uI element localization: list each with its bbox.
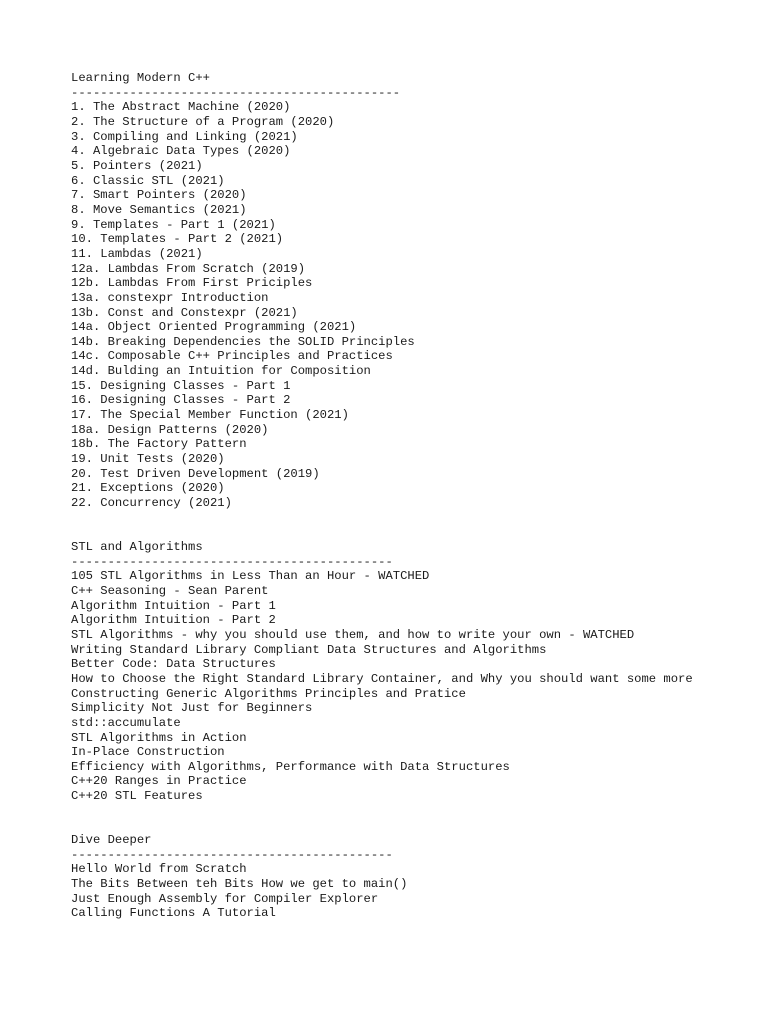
- list-item: 15. Designing Classes - Part 1: [71, 378, 291, 393]
- section-title: STL and Algorithms: [71, 539, 203, 554]
- list-item: Efficiency with Algorithms, Performance with Data Structures: [71, 759, 510, 774]
- list-item: 14d. Bulding an Intuition for Composition: [71, 364, 371, 379]
- list-item: Just Enough Assembly for Compiler Explorer: [71, 891, 379, 906]
- list-item: 18a. Design Patterns (2020): [71, 422, 269, 437]
- list-item: 6. Classic STL (2021): [71, 173, 225, 188]
- list-item: 12a. Lambdas From Scratch (2019): [71, 261, 306, 276]
- section-divider: ---------------------------------------------: [71, 85, 401, 100]
- section-divider: --------------------------------------------: [71, 554, 393, 569]
- list-item: 9. Templates - Part 1 (2021): [71, 217, 276, 232]
- list-item: 11. Lambdas (2021): [71, 246, 203, 261]
- list-item: C++ Seasoning - Sean Parent: [71, 583, 269, 598]
- document-page: [71, 71, 711, 921]
- list-item: 12b. Lambdas From First Priciples: [71, 276, 313, 291]
- list-item: How to Choose the Right Standard Library Container, and Why you should want some more: [71, 671, 693, 686]
- list-item: 8. Move Semantics (2021): [71, 202, 247, 217]
- section-spacer: [71, 511, 711, 540]
- list-item: 19. Unit Tests (2020): [71, 452, 225, 467]
- list-item: 13b. Const and Constexpr (2021): [71, 305, 298, 320]
- section-dive-deeper: [71, 833, 711, 921]
- section-stl-and-algorithms: [71, 540, 711, 804]
- list-item: Constructing Generic Algorithms Principles and Pratice: [71, 686, 466, 701]
- list-item: STL Algorithms in Action: [71, 730, 247, 745]
- section-title: Learning Modern C++: [71, 71, 210, 85]
- list-item: 7. Smart Pointers (2020): [71, 188, 247, 203]
- list-item: In-Place Construction: [71, 745, 225, 760]
- list-item: C++20 Ranges in Practice: [71, 774, 247, 789]
- list-item: 21. Exceptions (2020): [71, 481, 225, 496]
- list-item: 18b. The Factory Pattern: [71, 437, 247, 452]
- list-item: 5. Pointers (2021): [71, 158, 203, 173]
- list-item: 105 STL Algorithms in Less Than an Hour - WATCHED: [71, 569, 430, 584]
- list-item: 3. Compiling and Linking (2021): [71, 129, 298, 144]
- list-item: 22. Concurrency (2021): [71, 496, 232, 511]
- list-item: STL Algorithms - why you should use them, and how to write your own - WATCHED: [71, 627, 635, 642]
- list-item: Calling Functions A Tutorial: [71, 906, 276, 921]
- list-item: Writing Standard Library Compliant Data Structures and Algorithms: [71, 642, 547, 657]
- list-item: 14c. Composable C++ Principles and Practices: [71, 349, 393, 364]
- list-item: 20. Test Driven Development (2019): [71, 466, 320, 481]
- list-item: 14b. Breaking Dependencies the SOLID Principles: [71, 334, 415, 349]
- list-item: Hello World from Scratch: [71, 862, 247, 877]
- list-item: The Bits Between teh Bits How we get to main(): [71, 877, 408, 892]
- section-spacer: [71, 804, 711, 833]
- list-item: Simplicity Not Just for Beginners: [71, 701, 313, 716]
- list-item: C++20 STL Features: [71, 789, 203, 804]
- list-item: 4. Algebraic Data Types (2020): [71, 144, 291, 159]
- section-learning-modern-cpp: [71, 71, 711, 511]
- list-item: 10. Templates - Part 2 (2021): [71, 232, 284, 247]
- list-item: 1. The Abstract Machine (2020): [71, 100, 291, 115]
- list-item: Algorithm Intuition - Part 1: [71, 598, 276, 613]
- list-item: 17. The Special Member Function (2021): [71, 408, 349, 423]
- section-divider: --------------------------------------------: [71, 847, 393, 862]
- list-item: 2. The Structure of a Program (2020): [71, 114, 335, 129]
- list-item: 13a. constexpr Introduction: [71, 290, 269, 305]
- list-item: std::accumulate: [71, 715, 181, 730]
- list-item: 14a. Object Oriented Programming (2021): [71, 320, 357, 335]
- list-item: Algorithm Intuition - Part 2: [71, 613, 276, 628]
- list-item: 16. Designing Classes - Part 2: [71, 393, 291, 408]
- list-item: Better Code: Data Structures: [71, 657, 276, 672]
- section-title: Dive Deeper: [71, 833, 152, 848]
